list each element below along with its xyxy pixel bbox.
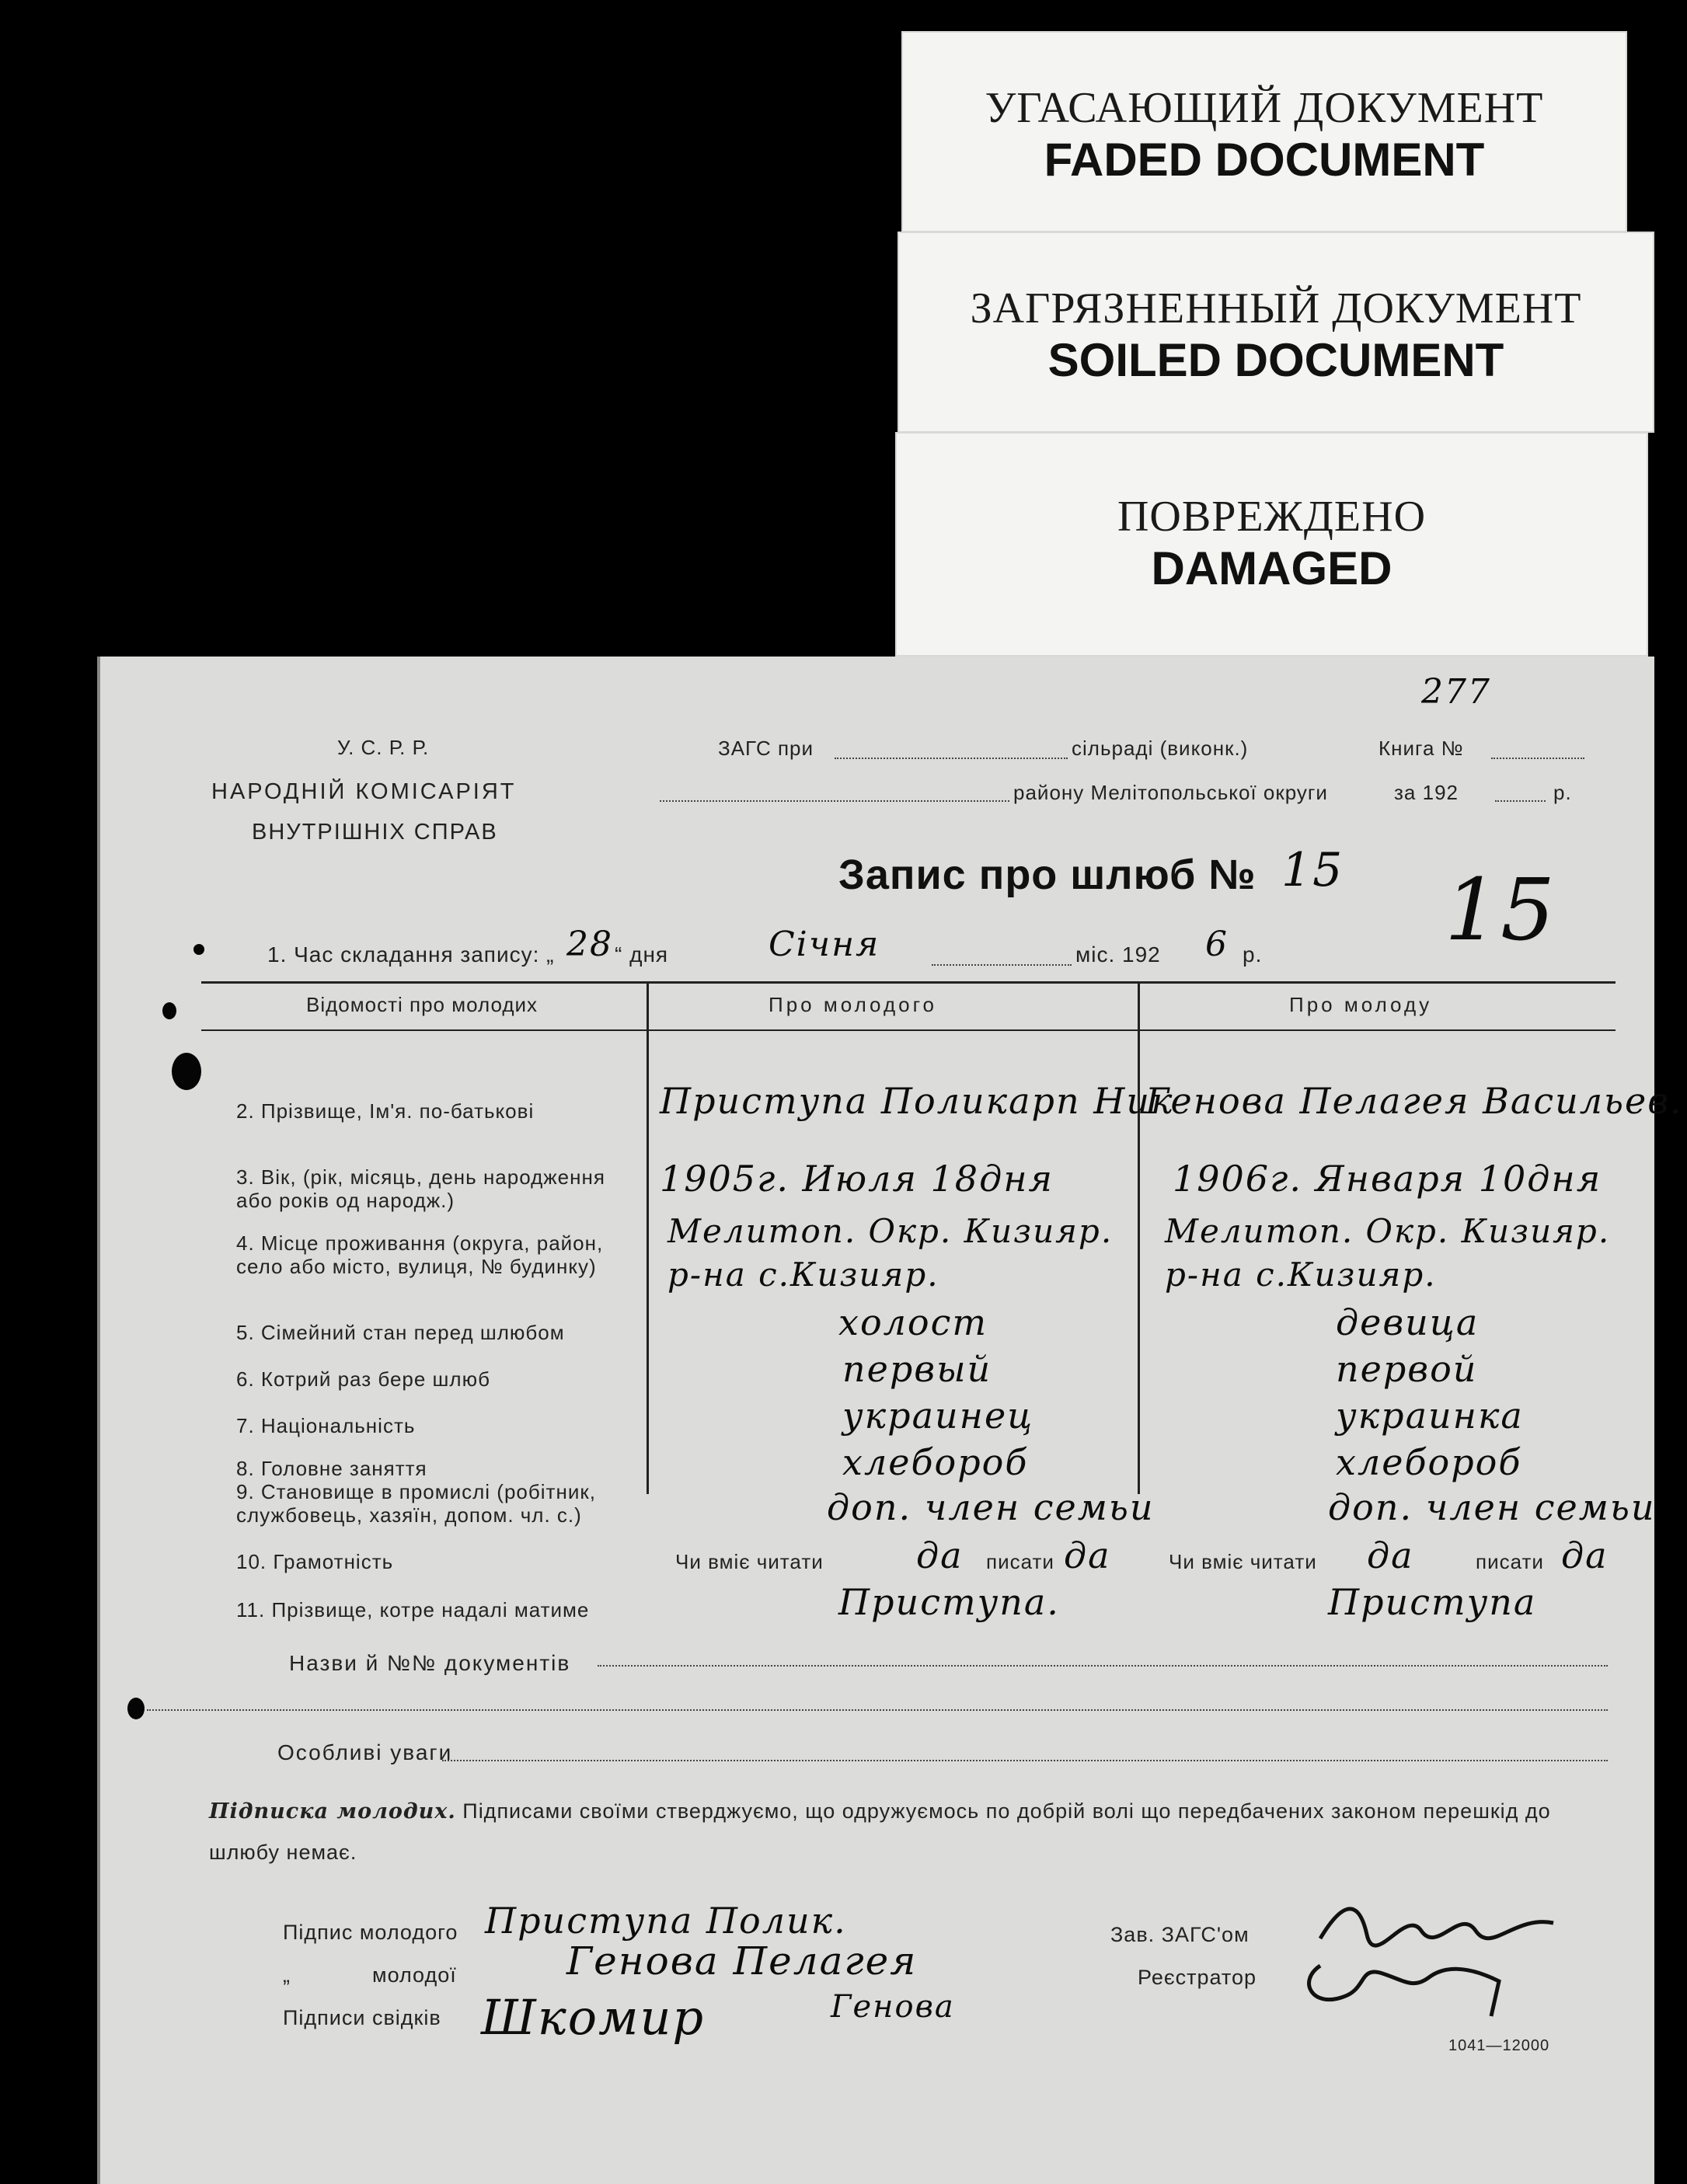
- date-label: 1. Час складання запису: „: [267, 942, 555, 967]
- bride-birth: 1906г. Января 10дня: [1173, 1158, 1602, 1200]
- damaged-stamp: [895, 432, 1648, 657]
- row-label-future-surname: 11. Прізвище, котре надалі матиме: [236, 1598, 590, 1621]
- groom-occupation: хлебороб: [842, 1441, 1029, 1483]
- groom-signature: Приступа Полик.: [485, 1900, 847, 1942]
- district-field: [660, 800, 1009, 802]
- groom-status: доп. член семьи: [827, 1486, 1155, 1528]
- bride-signature-prefix: „: [283, 1963, 291, 1987]
- row-label-age: 3. Вік, (рік, місяць, день народження або років од народж.): [236, 1165, 605, 1212]
- groom-name: Приступа Поликарп Ник: [660, 1080, 1174, 1122]
- groom-write-value: да: [1064, 1534, 1111, 1576]
- year-field: [1495, 800, 1546, 802]
- district-label: району Мелітопольської округи: [1013, 781, 1328, 804]
- witness2-signature: Генова: [831, 1989, 955, 2025]
- bride-write-label: писати: [1476, 1550, 1544, 1573]
- row-label-times: 6. Котрий раз бере шлюб: [236, 1367, 490, 1391]
- bride-read-label: Чи вміє читати: [1169, 1550, 1317, 1573]
- groom-future-surname: Приступа.: [838, 1581, 1060, 1623]
- bride-write-value: да: [1561, 1534, 1609, 1576]
- record-title: Запис про шлюб №: [838, 852, 1257, 898]
- punch-hole: [162, 1002, 176, 1019]
- row-label-occupation: 8. Головне заняття: [236, 1457, 427, 1480]
- margin-number: 15: [1445, 860, 1556, 960]
- groom-signature-label: Підпис молодого: [283, 1921, 458, 1944]
- column-info: Відомості про молодих: [306, 993, 539, 1016]
- page-number: 277: [1421, 672, 1491, 712]
- row-label-nationality: 7. Національність: [236, 1414, 416, 1437]
- row-label-residence: 4. Місце проживання (округа, район, село або місто, вулиця, № будинку): [236, 1231, 604, 1278]
- bride-signature: Генова Пелагея: [566, 1938, 918, 1984]
- bride-nationality: украинка: [1336, 1395, 1524, 1437]
- documents-field: [598, 1665, 1608, 1667]
- notes-field: [442, 1760, 1608, 1761]
- bride-name: Генова Пелагея Васильев.: [1145, 1080, 1683, 1122]
- damaged-stamp-ru: ПОВРЕЖДЕНО: [1117, 493, 1427, 541]
- marriage-record-sheet: [97, 657, 1683, 2184]
- groom-residence: Мелитоп. Окр. Кизияр. р-на с.Кизияр.: [667, 1212, 1114, 1294]
- registrar-signature-scribble: [1297, 1942, 1514, 2020]
- registrar-label: Реєстратор: [1138, 1966, 1257, 1989]
- witness1-signature: Шкомир: [481, 1989, 706, 2046]
- statement-block: [209, 1791, 1623, 1872]
- bride-times: первой: [1336, 1348, 1478, 1390]
- groom-nationality: украинец: [842, 1395, 1034, 1437]
- zags-field: [835, 758, 1068, 759]
- bride-residence: Мелитоп. Окр. Кизияр. р-на с.Кизияр.: [1165, 1212, 1611, 1294]
- statement-italic: Підписка молодих.: [209, 1799, 456, 1823]
- zags-label: ЗАГС при: [718, 737, 814, 760]
- faded-stamp-ru: УГАСАЮЩИЙ ДОКУМЕНТ: [985, 84, 1544, 132]
- faded-stamp-en: FADED DOCUMENT: [1044, 134, 1485, 186]
- punch-hole: [193, 944, 204, 955]
- table-divider-1: [647, 981, 649, 1494]
- statement-text: Підписами своїми стверджуємо, що одружуємось по добрій волі що передбачених законом перешкід до шлюбу немає.: [209, 1799, 1551, 1864]
- row-label-name: 2. Прізвище, Ім'я. по-батькові: [236, 1099, 535, 1123]
- date-month: Січня: [769, 925, 880, 964]
- bride-marital: девица: [1336, 1301, 1480, 1343]
- date-year-digit: 6: [1205, 925, 1229, 964]
- damaged-stamp-en: DAMAGED: [1151, 542, 1392, 594]
- punch-hole: [172, 1053, 201, 1090]
- groom-read-label: Чи вміє читати: [675, 1550, 824, 1573]
- republic-label: У. С. Р. Р.: [337, 736, 430, 759]
- table-top-line: [201, 981, 1616, 984]
- groom-literacy: да: [916, 1534, 964, 1576]
- groom-birth: 1905г. Июля 18дня: [660, 1158, 1054, 1200]
- faded-stamp: [901, 31, 1627, 232]
- year-label: за 192: [1394, 781, 1459, 804]
- date-day: 28: [566, 925, 613, 964]
- notes-label: Особливі уваги: [277, 1740, 453, 1764]
- date-year-suffix: р.: [1243, 942, 1263, 967]
- witnesses-label: Підписи свідків: [283, 2006, 441, 2029]
- column-bride: Про молоду: [1289, 993, 1433, 1016]
- month-field: [932, 964, 1072, 966]
- bride-status: доп. член семьи: [1328, 1486, 1656, 1528]
- row-label-marital: 5. Сімейний стан перед шлюбом: [236, 1321, 565, 1344]
- documents-field-2: [147, 1709, 1608, 1711]
- bride-signature-label: молодої: [372, 1963, 457, 1987]
- row-label-literacy: 10. Грамотність: [236, 1550, 394, 1573]
- commissariat-line1: НАРОДНІЙ КОМІСАРІЯТ: [211, 779, 517, 804]
- print-code: 1041—12000: [1448, 2037, 1550, 2054]
- commissariat-line2: ВНУТРІШНІХ СПРАВ: [252, 820, 498, 845]
- soiled-stamp-ru: ЗАГРЯЗНЕННЫЙ ДОКУМЕНТ: [970, 284, 1582, 333]
- row-label-status: 9. Становище в промислі (робітник, службовець, хазяїн, допом. чл. с.): [236, 1480, 596, 1527]
- bride-future-surname: Приступа: [1328, 1581, 1537, 1623]
- soiled-stamp: [898, 232, 1654, 433]
- documents-label: Назви й №№ документів: [289, 1651, 571, 1675]
- groom-write-label: писати: [986, 1550, 1054, 1573]
- zags-suffix: сільраді (виконк.): [1072, 737, 1249, 760]
- record-number: 15: [1281, 843, 1344, 897]
- table-header-line: [201, 1029, 1616, 1031]
- table-divider-2: [1138, 981, 1140, 1494]
- soiled-stamp-en: SOILED DOCUMENT: [1047, 334, 1504, 386]
- groom-marital: холост: [838, 1301, 988, 1343]
- book-field: [1491, 758, 1584, 759]
- year-suffix: р.: [1553, 781, 1572, 804]
- date-day-suffix: “ дня: [615, 942, 669, 967]
- punch-hole: [127, 1698, 145, 1719]
- groom-times: первый: [842, 1348, 992, 1390]
- head-zags-label: Зав. ЗАГС'ом: [1110, 1923, 1250, 1946]
- bride-literacy: да: [1367, 1534, 1414, 1576]
- date-month-label: міс. 192: [1075, 942, 1161, 967]
- book-label: Книга №: [1379, 737, 1464, 760]
- bride-occupation: хлебороб: [1336, 1441, 1522, 1483]
- column-groom: Про молодого: [769, 993, 937, 1016]
